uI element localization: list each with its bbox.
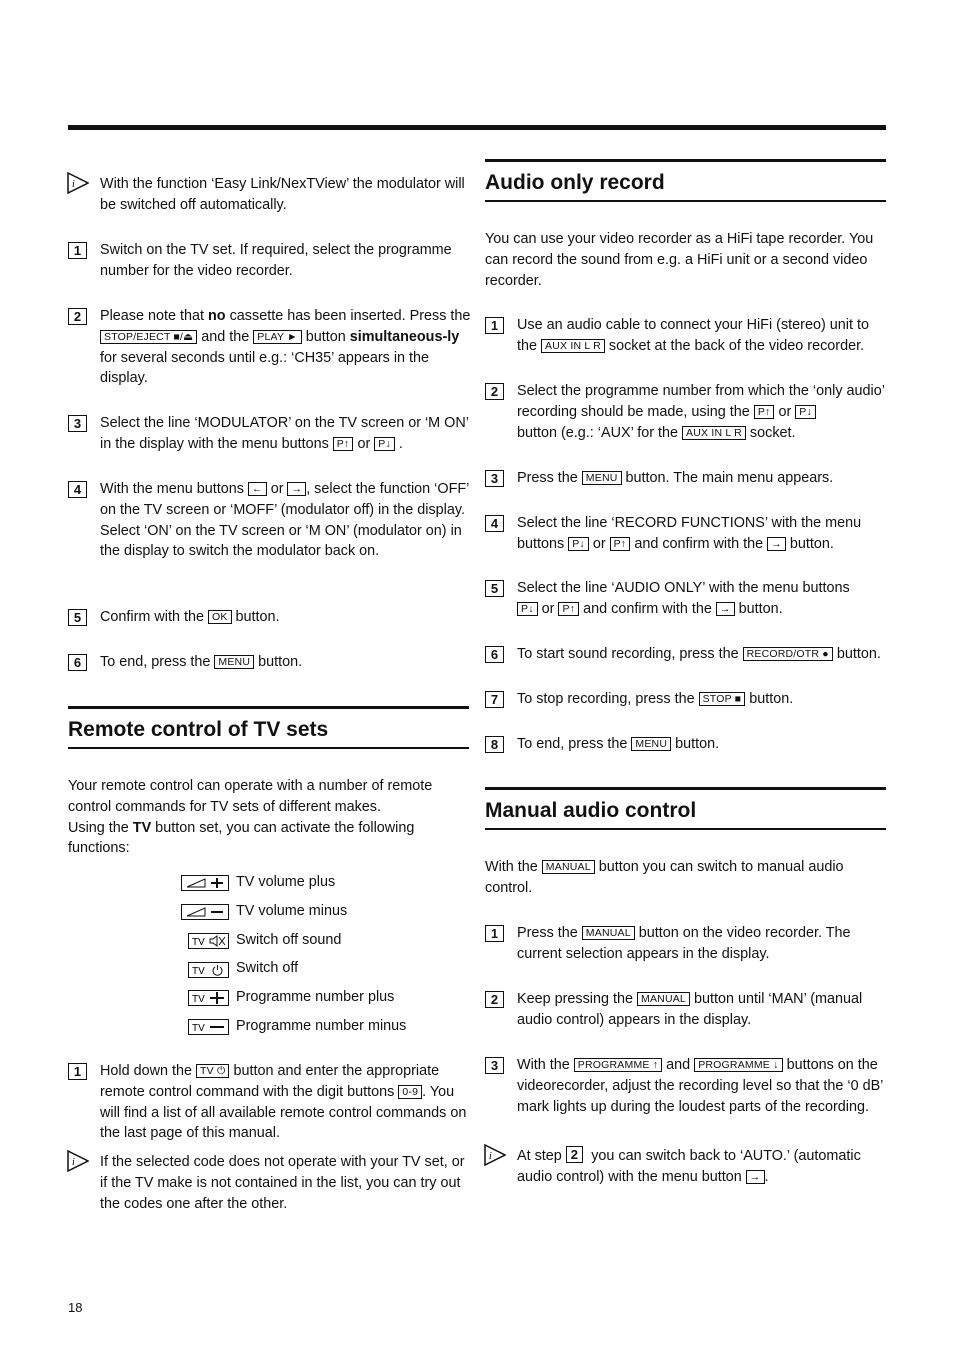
audio-step-part: To stop recording, press the [517,691,695,707]
step-number: 3 [485,1057,504,1074]
step-number: 3 [485,470,504,487]
p-up-key: P↑ [558,602,579,616]
step-number: 1 [485,317,504,334]
step-3-text: Select the line ‘MODULATOR’ on the TV screen or ‘M ON’ in the display with the menu buttons P↑ or P↓ . [100,415,469,452]
audio-step-part: socket. [749,424,796,441]
step-2-bold: no [208,308,226,324]
function-label: Switch off [236,960,299,976]
audio-step-part: or [778,403,792,420]
svg-text:TV: TV [192,937,205,948]
function-label: Programme number plus [236,989,395,1005]
info-modulator-text: With the function ‘Easy Link/NexTView’ the modulator will be switched off automatically. [100,176,465,213]
step-2-part: cassette has been inserted. Press the [225,308,471,324]
audio-step-4-text [517,513,889,555]
svg-text:TV: TV [192,1023,205,1034]
svg-text:i: i [72,179,75,190]
manual-intro [485,857,886,899]
manual-step-part: With the [517,1057,570,1073]
menu-key: MENU [582,471,622,485]
step-3-part: Select the line ‘MODULATOR’ on the TV screen or ‘M ON’ in the display with the menu buttons [100,415,469,452]
audio-step-part: Select the line ‘RECORD FUNCTIONS’ with the menu buttons [517,515,862,552]
step-6-part: button. [258,654,303,670]
audio-step-part: button. [749,691,794,707]
p-down-key: P↓ [568,537,589,551]
audio-step-part: button. [738,600,783,617]
step-1-text: Switch on the TV set. If required, select the programme number for the video recorder. [100,242,452,279]
info-code-text: If the selected code does not operate with your TV set, or if the TV make is not contained in the list, you can try out the codes one after the other. [100,1154,465,1212]
remote-intro-part: Using the [68,819,133,836]
manual-key: MANUAL [637,992,690,1006]
step-4-part: or [270,481,284,497]
info-icon [484,1144,506,1166]
manual-key: MANUAL [542,860,595,874]
remote-step-part: . You will find a list of all available remote control commands on the last page of this manual. [100,1083,467,1142]
audio-step-part: button (e.g.: ‘AUX’ for the [517,424,679,441]
step-number: 6 [68,654,87,671]
audio-step-part: button. The main menu appears. [625,470,834,486]
step-6-text [100,652,472,673]
audio-step-part: or [541,600,555,617]
manual-step-part: buttons on the videorecorder, adjust the recording level so that the ‘0 dB’ mark lights up during the loudest parts of the recording. [517,1057,883,1115]
programme-plus-icon [188,990,229,1006]
menu-key: MENU [214,655,254,669]
manual-step-1-text [517,923,889,965]
audio-step-2-text [517,381,889,443]
step-number: 6 [485,646,504,663]
play-key: PLAY ► [253,330,301,344]
ok-key: OK [208,610,232,624]
step-number: 1 [68,242,87,259]
function-label: Programme number minus [236,1018,407,1034]
audio-step-3-text [517,468,889,489]
audio-step-part: To end, press the [517,736,628,752]
audio-step-1-text [517,315,889,357]
manual-intro-part: With the [485,859,538,875]
manual-step-part: Keep pressing the [517,991,634,1007]
step-number: 1 [485,925,504,942]
step-number: 2 [485,991,504,1008]
remote-step-part: Hold down the [100,1063,193,1079]
step-2-bold: simultaneous-ly [349,328,460,345]
remote-control-heading-block [68,706,469,749]
step-2-part: button [305,328,346,345]
step-6-part: To end, press the [100,654,211,670]
step-number: 2 [68,308,87,325]
manual-info-text [517,1146,889,1188]
remote-step-1-text [100,1061,472,1144]
audio-step-5-text [517,578,889,620]
manual-step-part: button on the video recorder. The current selection appears in the display. [517,925,851,962]
p-down-key: P↓ [517,602,538,616]
audio-step-part: or [592,535,606,552]
audio-step-part: Select the programme number from which the ‘only audio’ recording should be made, using the [517,383,885,420]
page-number: 18 [68,1300,83,1315]
right-arrow-key: → [767,537,786,551]
step-4-part: With the menu buttons [100,481,244,497]
manual-step-part: and [666,1057,691,1073]
step-5-part: Confirm with the [100,609,204,625]
manual-intro-part: button you can switch to manual audio control. [485,859,844,896]
audio-step-part: and confirm with the [634,535,764,552]
audio-step-part: To start sound recording, press the [517,646,739,662]
step-number: 3 [68,415,87,432]
aux-socket-key: AUX IN L R [541,339,605,353]
menu-key: MENU [631,737,671,751]
step-ref-badge: 2 [566,1146,583,1163]
audio-step-7-text [517,689,889,710]
volume-plus-icon [181,875,229,891]
stop-eject-key: STOP/EJECT ■/⏏ [100,330,197,344]
right-arrow-key: → [716,602,735,616]
step-number: 5 [485,580,504,597]
step-4-part: , select the function ‘OFF’ on the TV screen or ‘MOFF’ (modulator off) in the display. Select ‘ON’ on the TV screen or ‘M ON’ (modulator on) in the display to switch the modulator back on. [100,481,469,560]
manual-step-part: button until ‘MAN’ (manual audio control) appears in the display. [517,991,863,1028]
step-2-part: Please note that [100,308,209,324]
manual-key: MANUAL [582,926,635,940]
step-number: 8 [485,736,504,753]
audio-step-part: button. [675,736,720,752]
step-2-part: and the [201,328,250,345]
audio-step-part: button. [836,646,881,662]
function-label: TV volume minus [236,903,348,919]
step-3-part: or [357,435,371,452]
stop-key: STOP ■ [699,692,746,706]
top-rule [68,125,886,130]
audio-step-8-text [517,734,889,755]
p-up-key: P↑ [754,405,775,419]
step-number: 2 [485,383,504,400]
section-heading: Remote control of TV sets [68,718,329,741]
remote-intro-bold: TV [132,819,152,836]
svg-text:i: i [489,1151,492,1162]
step-number: 4 [68,481,87,498]
manual-info-part: you can switch back to ‘AUTO.’ (automatic audio control) with the menu button [517,1148,861,1185]
audio-step-part: Use an audio cable to connect your HiFi (stereo) unit to the [517,317,869,354]
left-arrow-key: ← [248,482,267,496]
svg-text:TV: TV [192,966,205,977]
programme-down-key: PROGRAMME ↓ [694,1058,782,1072]
step-2-part: for several seconds until e.g.: ‘CH35’ appears in the display. [100,349,430,387]
audio-step-part: socket at the back of the video recorder. [608,337,865,354]
mute-icon [188,933,229,949]
manual-step-2-text [517,989,889,1031]
remote-step-part: button and enter the appropriate remote control command with the digit buttons [100,1063,440,1100]
volume-minus-icon [181,904,229,920]
info-icon [67,1150,89,1172]
step-number: 5 [68,609,87,626]
remote-intro [68,776,470,859]
audio-step-part: and confirm with the [583,600,712,617]
p-down-key: P↓ [374,437,395,451]
digit-key: 0-9 [398,1085,422,1099]
audio-step-6-text [517,644,897,665]
p-down-key: P↓ [795,405,816,419]
remote-intro-part: button set, you can activate the following functions: [68,819,415,857]
manual-info-part: . [764,1168,769,1185]
step-number: 7 [485,691,504,708]
remote-intro-part: Your remote control can operate with a number of remote control commands for TV sets of different makes. [68,778,433,815]
p-up-key: P↑ [610,537,631,551]
function-label: TV volume plus [236,874,336,890]
programme-minus-icon [188,1019,229,1035]
standby-icon [188,962,229,978]
programme-up-key: PROGRAMME ↑ [574,1058,662,1072]
svg-text:i: i [72,1157,75,1168]
function-label: Switch off sound [236,932,342,948]
audio-only-heading-block [485,159,886,202]
tv-standby-key: TV ⏻ [196,1064,229,1078]
section-heading: Audio only record [485,171,665,194]
aux-socket-key: AUX IN L R [682,426,746,440]
record-key: RECORD/OTR ● [743,647,833,661]
section-heading: Manual audio control [485,799,697,822]
audio-step-part: Press the [517,470,578,486]
manual-step-part: Press the [517,925,578,941]
step-number: 1 [68,1063,87,1080]
manual-audio-heading-block [485,787,886,830]
step-4-text [100,479,472,562]
step-5-text [100,607,472,628]
p-up-key: P↑ [333,437,354,451]
audio-intro: You can use your video recorder as a HiFi tape recorder. You can record the sound from e.g. a HiFi unit or a second video recorder. [485,231,874,289]
right-arrow-key: → [287,482,306,496]
info-icon [67,172,89,194]
svg-text:TV: TV [192,994,205,1005]
audio-step-part: Select the line ‘AUDIO ONLY’ with the menu buttons [517,580,850,596]
audio-step-part: button. [789,535,834,552]
manual-step-3-text [517,1055,889,1117]
step-2-text [100,306,472,389]
step-5-part: button. [235,609,280,625]
manual-info-part: At step [517,1148,562,1164]
step-number: 4 [485,515,504,532]
right-arrow-key: → [746,1170,765,1184]
